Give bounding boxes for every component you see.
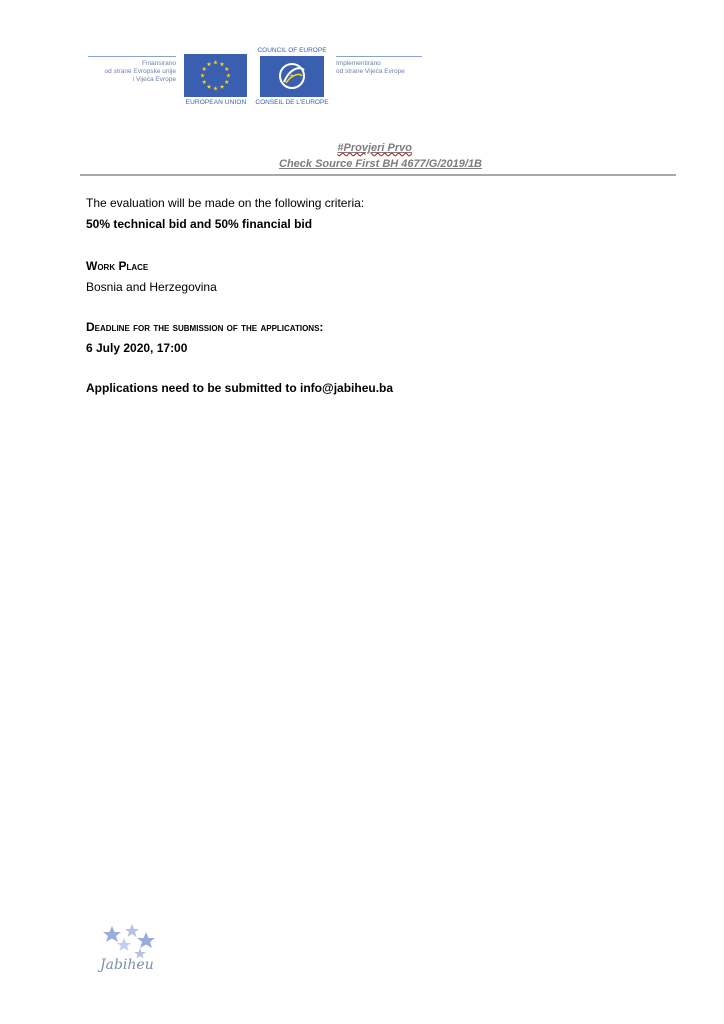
deadline-label: Deadline for the submission of the applications: xyxy=(86,320,324,334)
coe-bottom-caption: CONSEIL DE L'EUROPE xyxy=(255,99,329,106)
implement-text: Implementirano od strane Vijeća Evrope xyxy=(336,56,422,76)
eu-star xyxy=(213,60,218,64)
criteria-value: 50% technical bid and 50% financial bid xyxy=(86,217,313,231)
eu-star xyxy=(213,86,218,90)
title-block xyxy=(80,140,676,172)
jabiheu-logo-text: Jabiheu xyxy=(100,957,154,973)
eu-star xyxy=(220,84,225,88)
deadline-value: 6 July 2020, 17:00 xyxy=(86,341,188,355)
criteria-intro: The evaluation will be made on the following criteria: xyxy=(86,196,365,210)
title-project-code: Check Source First BH 4677/G/2019/1B xyxy=(279,158,482,170)
eu-star xyxy=(226,73,231,77)
header-divider xyxy=(80,174,676,176)
council-of-europe-logo-icon xyxy=(260,56,324,97)
eu-star xyxy=(202,80,207,84)
eu-star xyxy=(220,62,225,66)
eu-star xyxy=(202,67,207,71)
eu-star xyxy=(200,73,205,77)
coe-top-caption: COUNCIL OF EUROPE xyxy=(257,47,327,54)
eu-star xyxy=(207,84,212,88)
funding-text: Finansirano od strane Evropske unije i Vijeća Evrope xyxy=(88,56,176,84)
eu-star xyxy=(224,67,229,71)
submission-note: Applications need to be submitted to info@jabiheu.ba xyxy=(86,381,394,395)
work-place-value: Bosnia and Herzegovina xyxy=(86,280,217,294)
eu-flag-icon xyxy=(184,54,247,97)
document-body xyxy=(86,196,646,395)
work-place-label: Work Place xyxy=(86,259,149,273)
eu-caption: EUROPEAN UNION xyxy=(185,99,247,106)
title-hashtag: #Provjeri Prvo xyxy=(337,142,412,154)
eu-star xyxy=(224,80,229,84)
eu-star xyxy=(207,62,212,66)
header-logos xyxy=(88,47,428,110)
